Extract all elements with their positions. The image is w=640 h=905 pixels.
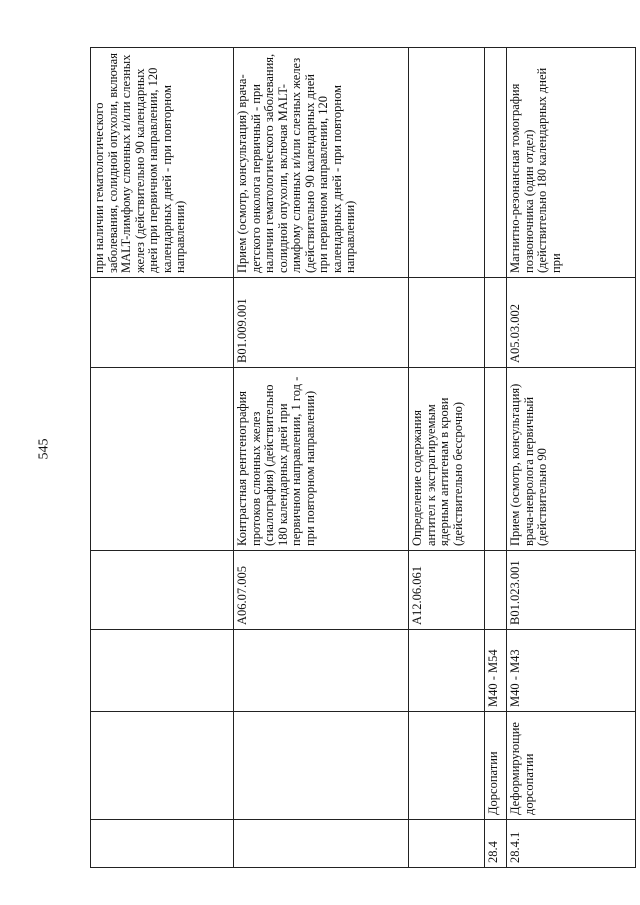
- service-desc: Магнитно-резонансная томография позвоночника (один отдел) (действительно 180 календарных дней при: [507, 48, 636, 278]
- rotated-table-wrapper: [90, 48, 635, 868]
- icd-code: [409, 630, 485, 712]
- service-code: B01.023.001: [507, 551, 636, 630]
- disease-name: [409, 712, 485, 820]
- service-code: A12.06.061: [409, 551, 485, 630]
- icd-code: M40 - M43: [507, 630, 636, 712]
- disease-name: [91, 712, 234, 820]
- services-table: [90, 47, 636, 868]
- service-desc: [91, 368, 234, 551]
- row-number: [234, 820, 409, 868]
- service-code: [91, 551, 234, 630]
- service-desc: [409, 48, 485, 278]
- service-desc: Контрастная рентгенография протоков слюнных желез (сиалография) (действительно 180 календарных дней при первичном направлении, 1 год - при повторном направлении): [234, 368, 409, 551]
- disease-name: Деформирующие дорсопатии: [507, 712, 636, 820]
- row-number: 28.4: [485, 820, 507, 868]
- service-code: B01.009.001: [234, 278, 409, 368]
- service-code: [485, 551, 507, 630]
- icd-code: [91, 630, 234, 712]
- service-code: [91, 278, 234, 368]
- table-row: [485, 48, 507, 868]
- service-desc: Прием (осмотр, консультация) врача-детского онколога первичный - при наличии гематологического заболевания, солидной опухоли, включая MALT-лимфому слюнных и/или слезных желез (действительно 90 календарных дней при первичном направлении, 120 календарных дней - при повторном направлении): [234, 48, 409, 278]
- service-desc: [485, 368, 507, 551]
- disease-name: Дорсопатии: [485, 712, 507, 820]
- table-row: [234, 48, 409, 868]
- service-code: A06.07.005: [234, 551, 409, 630]
- table-row: [507, 48, 636, 868]
- row-number: [409, 820, 485, 868]
- service-code: [485, 278, 507, 368]
- table-row: [409, 48, 485, 868]
- row-number: [91, 820, 234, 868]
- service-desc: Прием (осмотр, консультация) врача-невролога первичный (действительно 90: [507, 368, 636, 551]
- icd-code: M40 - M54: [485, 630, 507, 712]
- service-desc: [485, 48, 507, 278]
- service-desc: Определение содержания антител к экстрагируемым ядерным антигенам в крови (действительно бессрочно): [409, 368, 485, 551]
- table-row: [91, 48, 234, 868]
- service-code: A05.03.002: [507, 278, 636, 368]
- disease-name: [234, 712, 409, 820]
- service-desc: при наличии гематологического заболевания, солидной опухоли, включая MALT-лимфому слюнных и/или слезных желез (действительно 90 календарных дней при первичном направлении, 120 календарных дней - при повторном направлении): [91, 48, 234, 278]
- service-code: [409, 278, 485, 368]
- icd-code: [234, 630, 409, 712]
- row-number: 28.4.1: [507, 820, 636, 868]
- page-number: 545: [36, 438, 52, 460]
